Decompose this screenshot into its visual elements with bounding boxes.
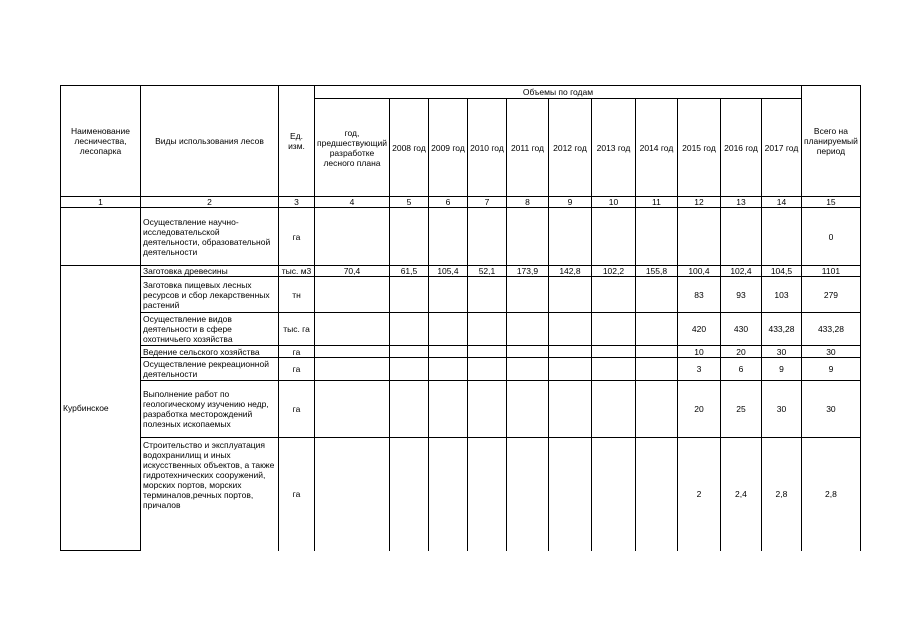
value-prev-cell <box>315 277 390 313</box>
value-2009-cell <box>428 277 467 313</box>
value-2016-cell: 102,4 <box>720 266 761 277</box>
table-row <box>61 208 861 266</box>
value-2011-cell <box>506 346 548 358</box>
value-2014-cell <box>635 438 677 551</box>
value-2010-cell <box>467 313 506 346</box>
value-2010-cell <box>467 346 506 358</box>
column-number-row <box>61 197 861 208</box>
table-row <box>61 313 861 346</box>
value-2015-cell: 420 <box>677 313 720 346</box>
value-2015-cell: 100,4 <box>677 266 720 277</box>
value-2017-cell: 9 <box>761 358 801 381</box>
value-2008-cell <box>389 313 428 346</box>
use-type-cell: Осуществление научно-исследовательской деятельности, образовательной деятельности <box>141 208 279 266</box>
value-2014-cell <box>635 208 677 266</box>
value-2013-cell <box>591 277 635 313</box>
value-2012-cell <box>548 381 591 438</box>
value-2009-cell <box>428 381 467 438</box>
table-row <box>61 358 861 381</box>
value-2014-cell <box>635 346 677 358</box>
value-2015-cell: 10 <box>677 346 720 358</box>
column-number: 2 <box>141 197 279 208</box>
value-2008-cell <box>389 208 428 266</box>
value-2012-cell: 142,8 <box>548 266 591 277</box>
unit-cell: тн <box>279 277 315 313</box>
value-2017-cell: 433,28 <box>761 313 801 346</box>
column-number: 10 <box>591 197 635 208</box>
value-2015-cell: 20 <box>677 381 720 438</box>
value-2017-cell: 104,5 <box>761 266 801 277</box>
forestry-name-cell-empty <box>61 208 141 266</box>
column-number: 13 <box>720 197 761 208</box>
value-2008-cell <box>389 346 428 358</box>
value-2014-cell <box>635 313 677 346</box>
value-2008-cell: 61,5 <box>389 266 428 277</box>
value-2009-cell <box>428 208 467 266</box>
use-type-cell: Заготовка древесины <box>141 266 279 277</box>
value-2016-cell: 93 <box>720 277 761 313</box>
value-2013-cell <box>591 346 635 358</box>
value-2013-cell <box>591 358 635 381</box>
forestry-name-cell: Курбинское <box>61 266 141 551</box>
value-2010-cell <box>467 208 506 266</box>
value-prev-cell <box>315 208 390 266</box>
table-row <box>61 346 861 358</box>
use-type-cell: Строительство и эксплуатация водохранилищ и иных искусственных объектов, а также гидротехнических сооружений, морских портов, морских терминалов,речных портов, причалов <box>141 438 279 551</box>
total-cell: 30 <box>801 346 860 358</box>
header-year-2012: 2012 год <box>548 99 591 197</box>
value-2011-cell: 173,9 <box>506 266 548 277</box>
value-2016-cell: 25 <box>720 381 761 438</box>
value-2011-cell <box>506 313 548 346</box>
total-cell: 0 <box>801 208 860 266</box>
value-2014-cell: 155,8 <box>635 266 677 277</box>
table-row <box>61 381 861 438</box>
total-cell: 2,8 <box>801 438 860 551</box>
value-2009-cell <box>428 358 467 381</box>
value-2017-cell: 30 <box>761 381 801 438</box>
column-number: 15 <box>801 197 860 208</box>
value-2011-cell <box>506 358 548 381</box>
value-2013-cell: 102,2 <box>591 266 635 277</box>
column-number: 4 <box>315 197 390 208</box>
value-2016-cell: 20 <box>720 346 761 358</box>
value-2011-cell <box>506 208 548 266</box>
column-number: 12 <box>677 197 720 208</box>
value-2013-cell <box>591 381 635 438</box>
value-2009-cell <box>428 438 467 551</box>
value-2013-cell <box>591 313 635 346</box>
value-2008-cell <box>389 358 428 381</box>
value-2017-cell: 30 <box>761 346 801 358</box>
value-2015-cell: 3 <box>677 358 720 381</box>
use-type-cell: Осуществление рекреационной деятельности <box>141 358 279 381</box>
forest-use-volumes-table <box>60 85 861 551</box>
value-2014-cell <box>635 277 677 313</box>
header-use-type: Виды использования лесов <box>141 86 279 197</box>
value-prev-cell <box>315 438 390 551</box>
header-previous-year: год, предшествующий разработке лесного плана <box>315 99 390 197</box>
table-row <box>61 438 861 551</box>
value-2010-cell <box>467 358 506 381</box>
column-number: 1 <box>61 197 141 208</box>
value-2014-cell <box>635 358 677 381</box>
value-prev-cell <box>315 313 390 346</box>
header-year-2013: 2013 год <box>591 99 635 197</box>
value-prev-cell <box>315 358 390 381</box>
value-2017-cell <box>761 208 801 266</box>
value-2011-cell <box>506 438 548 551</box>
value-prev-cell: 70,4 <box>315 266 390 277</box>
value-2009-cell: 105,4 <box>428 266 467 277</box>
value-2012-cell <box>548 438 591 551</box>
value-2012-cell <box>548 313 591 346</box>
value-2012-cell <box>548 346 591 358</box>
use-type-cell: Заготовка пищевых лесных ресурсов и сбор лекарственных растений <box>141 277 279 313</box>
header-year-2010: 2010 год <box>467 99 506 197</box>
value-2016-cell: 430 <box>720 313 761 346</box>
header-year-2015: 2015 год <box>677 99 720 197</box>
table-row <box>61 266 861 277</box>
header-year-2014: 2014 год <box>635 99 677 197</box>
value-2013-cell <box>591 208 635 266</box>
column-number: 11 <box>635 197 677 208</box>
unit-cell: га <box>279 381 315 438</box>
header-year-2008: 2008 год <box>389 99 428 197</box>
value-2009-cell <box>428 313 467 346</box>
column-number: 8 <box>506 197 548 208</box>
value-2016-cell <box>720 208 761 266</box>
header-year-2011: 2011 год <box>506 99 548 197</box>
column-number: 14 <box>761 197 801 208</box>
unit-cell: тыс. га <box>279 313 315 346</box>
value-2014-cell <box>635 381 677 438</box>
table-row <box>61 277 861 313</box>
value-2017-cell: 103 <box>761 277 801 313</box>
header-total-period: Всего на планируемый период <box>801 86 860 197</box>
unit-cell: га <box>279 208 315 266</box>
use-type-cell: Осуществление видов деятельности в сфере охотничьего хозяйства <box>141 313 279 346</box>
unit-cell: га <box>279 438 315 551</box>
value-2015-cell <box>677 208 720 266</box>
use-type-cell: Ведение сельского хозяйства <box>141 346 279 358</box>
unit-cell: га <box>279 346 315 358</box>
value-2017-cell: 2,8 <box>761 438 801 551</box>
value-2010-cell: 52,1 <box>467 266 506 277</box>
value-2012-cell <box>548 208 591 266</box>
value-2008-cell <box>389 438 428 551</box>
header-year-2017: 2017 год <box>761 99 801 197</box>
value-2010-cell <box>467 277 506 313</box>
total-cell: 30 <box>801 381 860 438</box>
header-row-group <box>61 86 861 99</box>
value-2010-cell <box>467 438 506 551</box>
header-volumes-by-year: Объемы по годам <box>315 86 802 99</box>
value-prev-cell <box>315 346 390 358</box>
unit-cell: тыс. м3 <box>279 266 315 277</box>
value-2008-cell <box>389 381 428 438</box>
total-cell: 1101 <box>801 266 860 277</box>
value-2012-cell <box>548 358 591 381</box>
total-cell: 279 <box>801 277 860 313</box>
column-number: 6 <box>428 197 467 208</box>
value-2015-cell: 2 <box>677 438 720 551</box>
header-forestry-name: Наименование лесничества, лесопарка <box>61 86 141 197</box>
total-cell: 433,28 <box>801 313 860 346</box>
column-number: 9 <box>548 197 591 208</box>
header-unit: Ед. изм. <box>279 86 315 197</box>
value-2016-cell: 2,4 <box>720 438 761 551</box>
value-2011-cell <box>506 381 548 438</box>
value-2013-cell <box>591 438 635 551</box>
value-2008-cell <box>389 277 428 313</box>
value-prev-cell <box>315 381 390 438</box>
unit-cell: га <box>279 358 315 381</box>
column-number: 7 <box>467 197 506 208</box>
forest-use-volumes-sheet <box>60 85 861 551</box>
value-2015-cell: 83 <box>677 277 720 313</box>
value-2010-cell <box>467 381 506 438</box>
value-2012-cell <box>548 277 591 313</box>
value-2009-cell <box>428 346 467 358</box>
column-number: 5 <box>389 197 428 208</box>
header-year-2016: 2016 год <box>720 99 761 197</box>
value-2011-cell <box>506 277 548 313</box>
column-number: 3 <box>279 197 315 208</box>
use-type-cell: Выполнение работ по геологическому изучению недр, разработка месторождений полезных ископаемых <box>141 381 279 438</box>
value-2016-cell: 6 <box>720 358 761 381</box>
total-cell: 9 <box>801 358 860 381</box>
header-year-2009: 2009 год <box>428 99 467 197</box>
